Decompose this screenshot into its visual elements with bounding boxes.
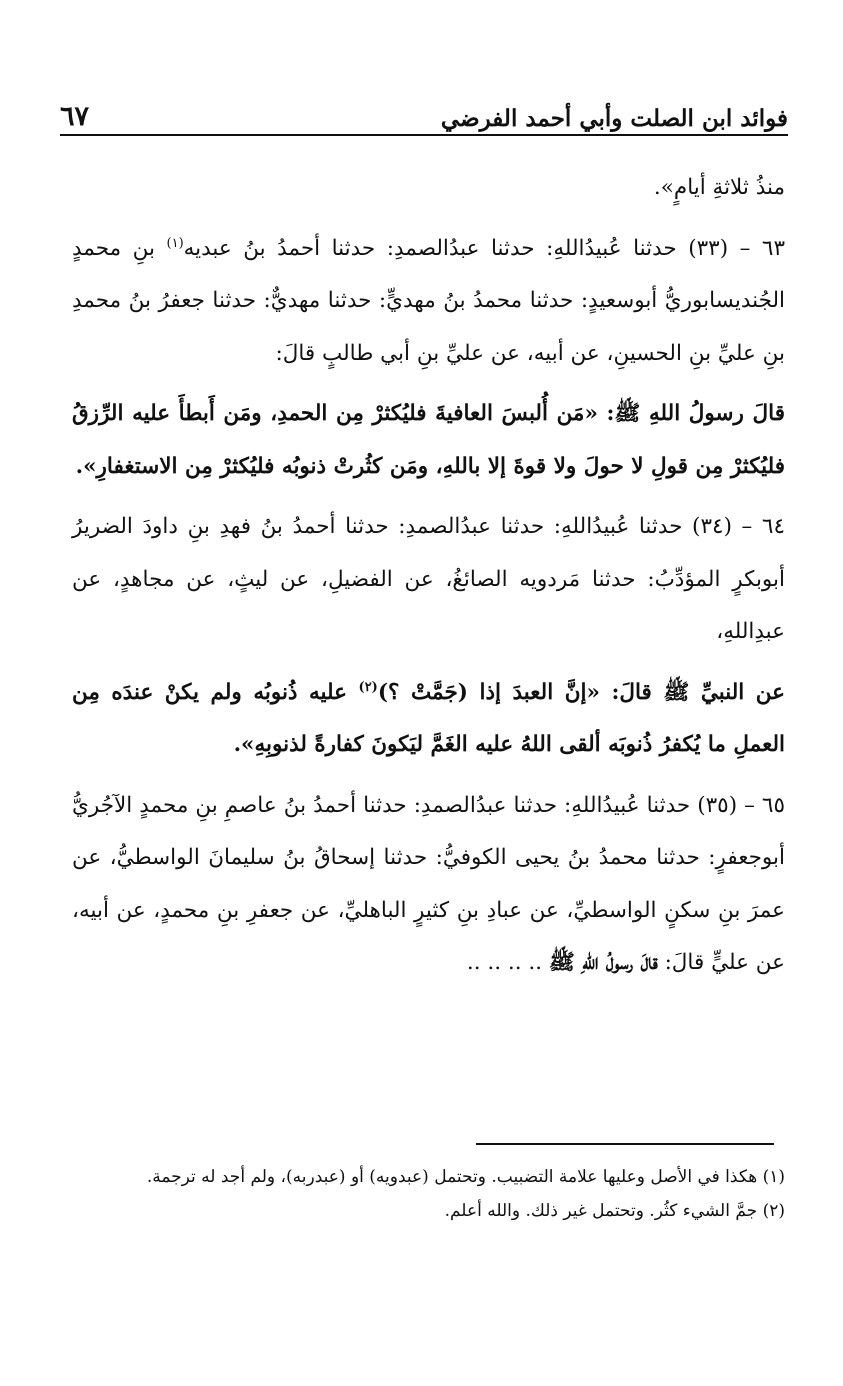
- running-title: فوائد ابن الصلت وأبي أحمد الفرضي: [440, 105, 788, 132]
- hadith-64-text: عن النبيِّ ﷺ قالَ: «إنَّ العبدَ إذا (جَمَّتْ ؟)$^{(٢)}$ عليه ذُنوبُه ولم يكنْ عندَه مِن العملِ ما يُكفرُ ذُنوبَه ألقى اللهُ عليه الغَمَّ ليَكونَ كفارةً لذنوبِهِ».: [72, 679, 786, 757]
- footnote-2: (٢) جمَّ الشيء كثُر. وتحتمل غير ذلك. والله أعلم.: [444, 1201, 785, 1221]
- running-header: [60, 92, 788, 132]
- paragraph-continuation: منذُ ثلاثةِ أيامٍ».: [653, 175, 785, 200]
- header-rule: [60, 134, 788, 136]
- hadith-63-text: قالَ رسولُ اللهِ ﷺ: «مَن أُلبسَ العافيةَ فليُكثرْ مِن الحمدِ، ومَن أَبطأَ عليه الرِّزقُ فليُكثرْ مِن قولِ لا حولَ ولا قوةَ إلا باللهِ، ومَن كثُرتْ ذنوبُه فليُكثرْ مِن الاستغفارِ».: [72, 401, 785, 479]
- hadith-65-isnad: ٦٥ – (٣٥) حدثنا عُبيدُاللهِ: حدثنا عبدُالصمدِ: حدثنا أحمدُ بنُ عاصمِ بنِ محمدٍ الآجُريُّ أبوجعفرٍ: حدثنا محمدُ بنُ يحيى الكوفيُّ: حدثنا إسحاقُ بنُ سليمانَ الواسطيُّ، عن عمرَ بنِ سكنٍ الواسطيِّ، عن عبادِ بنِ كثيرٍ الباهليِّ، عن جعفرِ بنِ محمدٍ، عن أبيه، عن عليٍّ قالَ: قالَ رسولُ اللهِ ﷺ .. .. .. ..: [72, 792, 785, 975]
- footnote-1: (١) هكذا في الأصل وعليها علامة التضبيب. وتحتمل (عبدويه) أو (عبدربه)، ولم أجد له ترجمة.: [146, 1167, 785, 1187]
- footnotes: [72, 1160, 785, 1228]
- footnote-ref-1: (١): [166, 235, 184, 251]
- hadith-63-isnad: ٦٣ – (٣٣) حدثنا عُبيدُاللهِ: حدثنا عبدُالصمدِ: حدثنا أحمدُ بنُ عبديه$^{(١)}$ بنِ محمدٍ الجُنديسابوريُّ أبوسعيدٍ: حدثنا محمدُ بنُ مهديٍّ: حدثنا مهديٌّ: حدثنا جعفرُ بنُ محمدِ بنِ عليِّ بنِ الحسينِ، عن أبيه، عن عليِّ بنِ أبي طالبٍ قالَ:: [72, 235, 785, 366]
- footnote-rule: [476, 1143, 774, 1145]
- page-number: ٦٧: [60, 101, 90, 132]
- main-text: [72, 162, 785, 990]
- footnote-ref-2: (٢): [358, 679, 378, 695]
- hadith-64-isnad: ٦٤ – (٣٤) حدثنا عُبيدُاللهِ: حدثنا عبدُالصمدِ: حدثنا أحمدُ بنُ فهدِ بنِ داودَ الضريرُ أبوبكرٍ المؤدِّبُ: حدثنا مَردويه الصائغُ، عن الفضيلِ، عن ليثٍ، عن مجاهدٍ، عن عبدِاللهِ،: [72, 514, 785, 644]
